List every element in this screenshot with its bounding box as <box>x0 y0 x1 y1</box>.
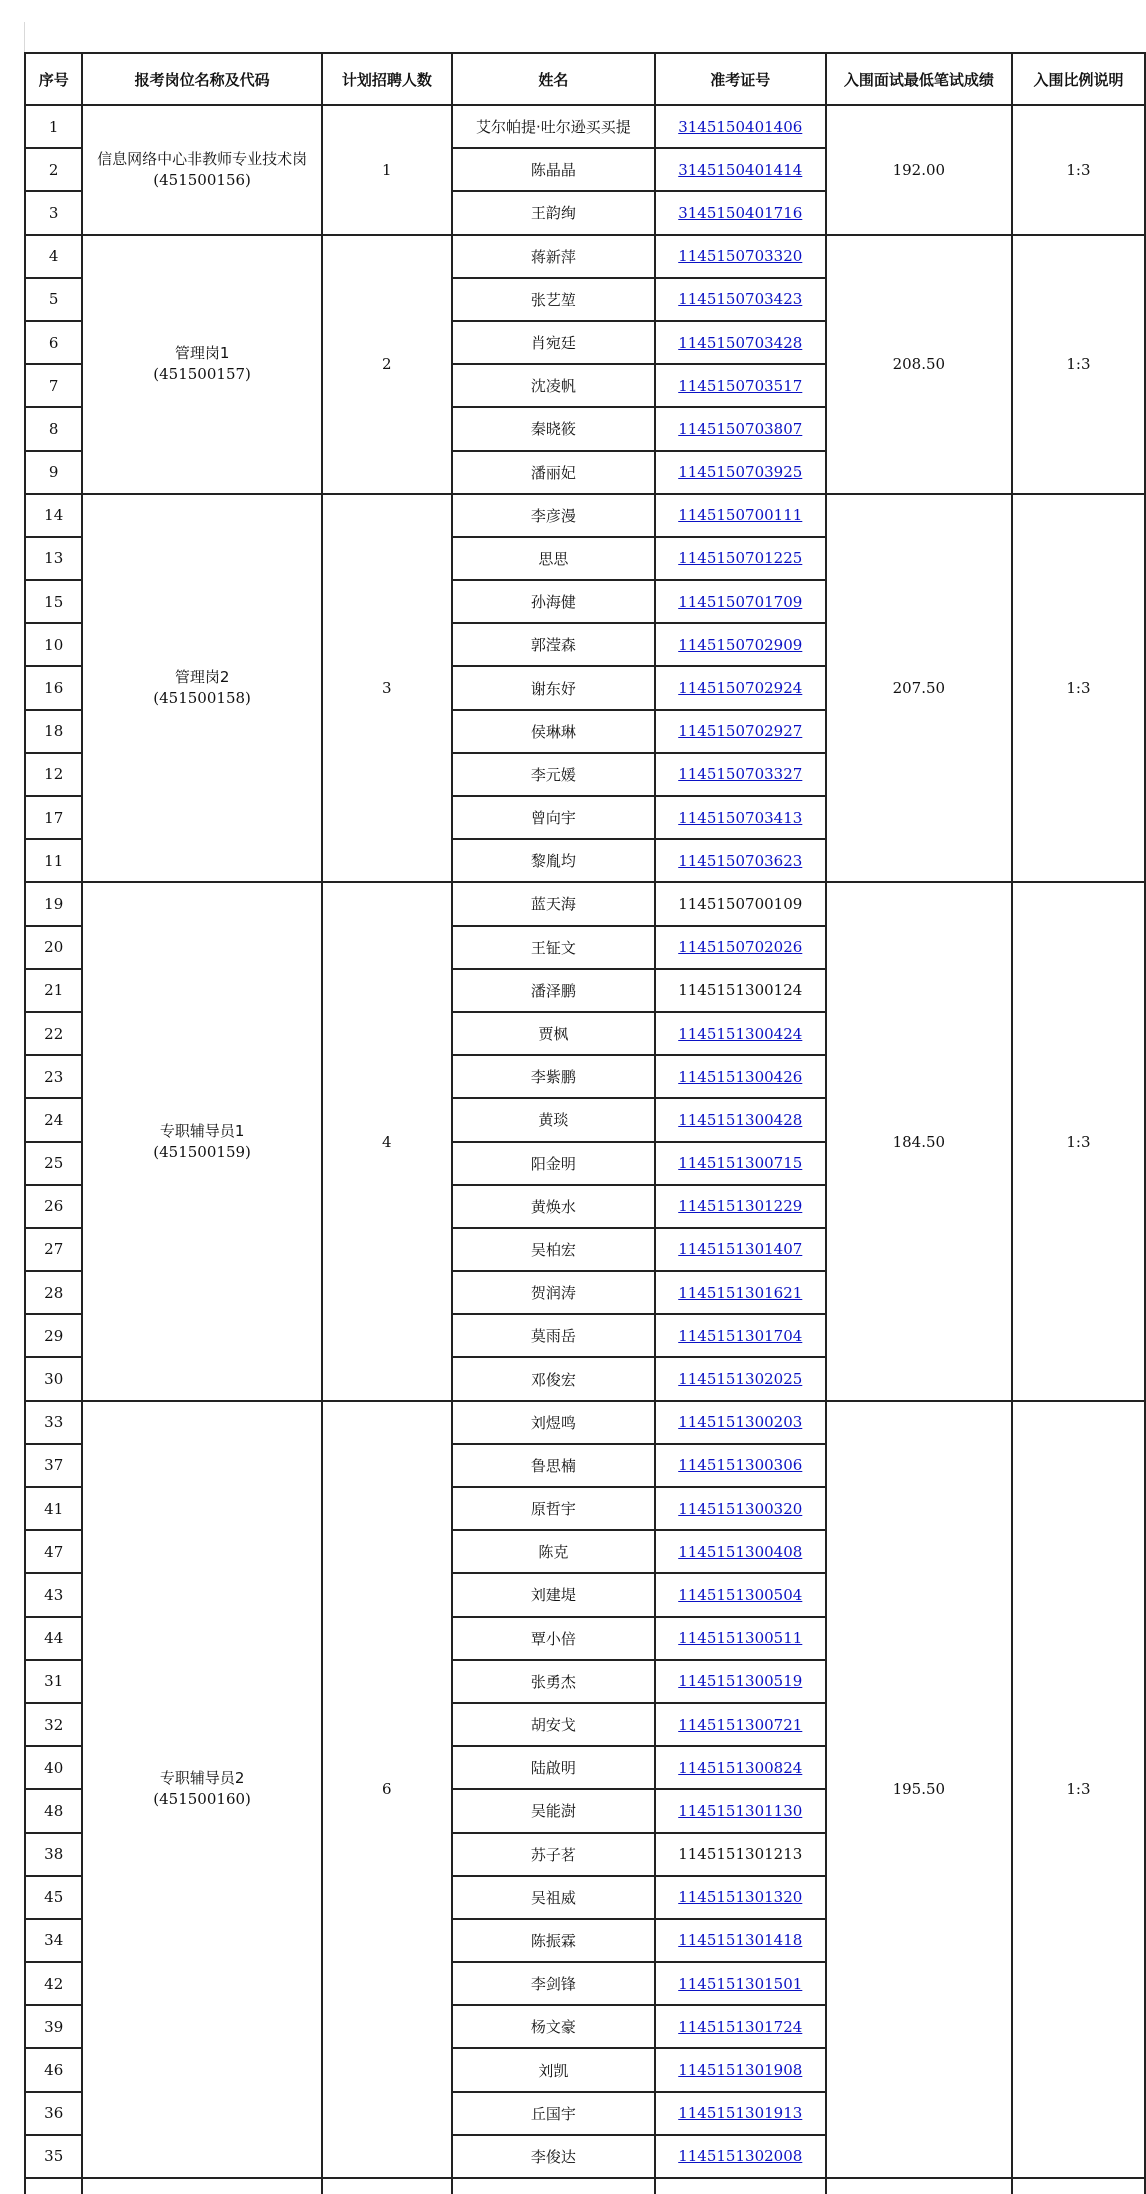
post-code: (451500157) <box>153 365 251 384</box>
exam-no-cell <box>655 2048 826 2091</box>
seq-cell: 21 <box>25 969 82 1012</box>
exam-no-cell <box>655 753 826 796</box>
exam-no-link[interactable]: 1145151300408 <box>678 1542 803 1561</box>
exam-no-cell <box>655 882 826 925</box>
exam-no-link[interactable]: 1145151300428 <box>678 1110 803 1129</box>
seq-cell: 42 <box>25 1962 82 2005</box>
header-exam-no: 准考证号 <box>655 53 826 105</box>
post-name: 管理岗1 <box>174 344 230 363</box>
name-cell: 刘建堤 <box>452 1573 655 1616</box>
name-cell: 刘煜鸣 <box>452 1401 655 1444</box>
exam-no-link[interactable]: 1145151300424 <box>678 1024 803 1043</box>
seq-cell: 36 <box>25 2092 82 2135</box>
exam-no-link[interactable]: 3145150401414 <box>678 160 803 179</box>
post-cell <box>82 494 321 883</box>
exam-no-cell <box>655 1573 826 1616</box>
seq-cell: 9 <box>25 451 82 494</box>
name-cell: 秦晓筱 <box>452 407 655 450</box>
seq-cell: 40 <box>25 1746 82 1789</box>
exam-no-link[interactable]: 1145151300320 <box>678 1499 803 1518</box>
min-score-cell: 192.00 <box>826 105 1012 235</box>
ratio-cell: 1:3 <box>1012 235 1145 494</box>
seq-cell: 31 <box>25 1660 82 1703</box>
post-cell <box>82 235 321 494</box>
seq-cell: 6 <box>25 321 82 364</box>
name-cell: 吴柏宏 <box>452 1228 655 1271</box>
exam-no-link[interactable]: 1145150703320 <box>678 247 803 266</box>
name-cell: 艾尔帕提·吐尔逊买买提 <box>452 105 655 148</box>
exam-no-cell <box>655 537 826 580</box>
name-cell: 李元媛 <box>452 753 655 796</box>
exam-no-cell <box>655 105 826 148</box>
name-cell: 蓝天海 <box>452 882 655 925</box>
seq-cell: 14 <box>25 494 82 537</box>
seq-cell: 24 <box>25 1098 82 1141</box>
name-cell: 郭滢森 <box>452 623 655 666</box>
name-cell: 潘泽鹏 <box>452 969 655 1012</box>
exam-no-cell <box>655 1919 826 1962</box>
seq-cell: 46 <box>25 2048 82 2091</box>
seq-cell: 8 <box>25 407 82 450</box>
table-row <box>25 1401 1145 1444</box>
exam-no-link[interactable]: 3145150401406 <box>678 117 803 136</box>
seq-cell: 48 <box>25 1789 82 1832</box>
exam-no-link[interactable]: 1145150703623 <box>678 851 803 870</box>
empty-cell <box>25 2178 82 2194</box>
name-cell: 李彦漫 <box>452 494 655 537</box>
header-ratio: 入围比例说明 <box>1012 53 1145 105</box>
name-cell: 杨文豪 <box>452 2005 655 2048</box>
header-post: 报考岗位名称及代码 <box>82 53 321 105</box>
post-cell <box>82 1401 321 2178</box>
exam-no-link[interactable]: 1145150703327 <box>678 765 803 784</box>
name-cell: 阳金明 <box>452 1142 655 1185</box>
exam-no-cell <box>655 1357 826 1400</box>
seq-cell: 7 <box>25 364 82 407</box>
exam-no-cell <box>655 1876 826 1919</box>
exam-no-cell <box>655 1314 826 1357</box>
ratio-cell: 1:3 <box>1012 882 1145 1400</box>
exam-no-link[interactable]: 1145151300504 <box>678 1585 803 1604</box>
plan-cell: 1 <box>322 105 452 235</box>
exam-no-link[interactable]: 1145150703428 <box>678 333 803 352</box>
exam-no-cell <box>655 1444 826 1487</box>
exam-no-cell <box>655 580 826 623</box>
exam-no-cell <box>655 1012 826 1055</box>
name-cell: 苏子茗 <box>452 1833 655 1876</box>
seq-cell: 37 <box>25 1444 82 1487</box>
min-score-cell: 184.50 <box>826 882 1012 1400</box>
exam-no-link[interactable]: 1145151301621 <box>678 1283 803 1302</box>
table-row <box>25 105 1145 148</box>
seq-cell: 44 <box>25 1617 82 1660</box>
table-row <box>25 882 1145 925</box>
post-code: (451500158) <box>153 689 251 708</box>
empty-cell <box>1012 2178 1145 2194</box>
seq-cell: 26 <box>25 1185 82 1228</box>
seq-cell: 32 <box>25 1703 82 1746</box>
seq-cell: 41 <box>25 1487 82 1530</box>
post-cell <box>82 105 321 235</box>
exam-no-cell <box>655 710 826 753</box>
name-cell: 黄琰 <box>452 1098 655 1141</box>
exam-no-link[interactable]: 1145150703517 <box>678 376 803 395</box>
exam-no-cell <box>655 969 826 1012</box>
seq-cell: 1 <box>25 105 82 148</box>
name-cell: 邓俊宏 <box>452 1357 655 1400</box>
name-cell: 吴祖威 <box>452 1876 655 1919</box>
name-cell: 陈克 <box>452 1530 655 1573</box>
ratio-cell: 1:3 <box>1012 105 1145 235</box>
post-code: (451500156) <box>153 170 251 189</box>
name-cell: 张勇杰 <box>452 1660 655 1703</box>
plan-cell: 3 <box>322 494 452 883</box>
exam-no-link[interactable]: 1145151300715 <box>678 1154 803 1173</box>
name-cell: 王钲文 <box>452 926 655 969</box>
exam-no-cell <box>655 1746 826 1789</box>
exam-no-link[interactable]: 1145151300721 <box>678 1715 803 1734</box>
exam-no-cell <box>655 364 826 407</box>
exam-no-cell <box>655 451 826 494</box>
exam-no-cell <box>655 623 826 666</box>
post-code: (451500160) <box>153 1790 251 1809</box>
exam-no-link[interactable]: 1145150702909 <box>678 635 803 654</box>
exam-no-text: 1145151301213 <box>678 1845 803 1864</box>
seq-cell: 4 <box>25 235 82 278</box>
exam-no-cell <box>655 2092 826 2135</box>
exam-no-link[interactable]: 1145150701709 <box>678 592 803 611</box>
shortlist-table <box>24 52 1146 2194</box>
empty-cell <box>826 2178 1012 2194</box>
exam-no-cell <box>655 321 826 364</box>
exam-no-link[interactable]: 1145151301407 <box>678 1240 803 1259</box>
exam-no-text: 1145150700109 <box>678 894 803 913</box>
empty-cell <box>322 2178 452 2194</box>
exam-no-cell <box>655 1833 826 1876</box>
name-cell: 蒋新萍 <box>452 235 655 278</box>
exam-no-link[interactable]: 1145151300824 <box>678 1758 803 1777</box>
post-cell <box>82 882 321 1400</box>
exam-no-link[interactable]: 1145150702924 <box>678 679 803 698</box>
exam-no-link[interactable]: 1145151300519 <box>678 1672 803 1691</box>
exam-no-text: 1145151300124 <box>678 981 803 1000</box>
table-body <box>25 105 1145 2194</box>
seq-cell: 43 <box>25 1573 82 1616</box>
name-cell: 贺润涛 <box>452 1271 655 1314</box>
exam-no-cell <box>655 235 826 278</box>
exam-no-link[interactable]: 1145151301418 <box>678 1931 803 1950</box>
exam-no-link[interactable]: 1145151300511 <box>678 1629 803 1648</box>
exam-no-cell <box>655 1530 826 1573</box>
exam-no-link[interactable]: 1145150702026 <box>678 938 803 957</box>
exam-no-cell <box>655 1617 826 1660</box>
name-cell: 侯琳琳 <box>452 710 655 753</box>
exam-no-cell <box>655 1703 826 1746</box>
seq-cell: 25 <box>25 1142 82 1185</box>
ratio-cell: 1:3 <box>1012 494 1145 883</box>
exam-no-cell <box>655 1271 826 1314</box>
seq-cell: 39 <box>25 2005 82 2048</box>
empty-cell <box>452 2178 655 2194</box>
exam-no-link[interactable]: 3145150401716 <box>678 203 803 222</box>
plan-cell: 2 <box>322 235 452 494</box>
min-score-cell: 195.50 <box>826 1401 1012 2178</box>
name-cell: 原哲宇 <box>452 1487 655 1530</box>
post-name: 管理岗2 <box>174 668 230 687</box>
seq-cell: 38 <box>25 1833 82 1876</box>
header-min-score: 入围面试最低笔试成绩 <box>826 53 1012 105</box>
exam-no-cell <box>655 2135 826 2178</box>
exam-no-cell <box>655 1487 826 1530</box>
name-cell: 张艺堃 <box>452 278 655 321</box>
name-cell: 曾向宇 <box>452 796 655 839</box>
name-cell: 谢东妤 <box>452 666 655 709</box>
name-cell: 鲁思楠 <box>452 1444 655 1487</box>
seq-cell: 23 <box>25 1055 82 1098</box>
seq-cell: 3 <box>25 191 82 234</box>
exam-no-link[interactable]: 1145150703423 <box>678 290 803 309</box>
exam-no-link[interactable]: 1145151301724 <box>678 2017 803 2036</box>
exam-no-link[interactable]: 1145150701225 <box>678 549 803 568</box>
header-seq: 序号 <box>25 53 82 105</box>
name-cell: 李紫鹏 <box>452 1055 655 1098</box>
seq-cell: 22 <box>25 1012 82 1055</box>
name-cell: 丘国宇 <box>452 2092 655 2135</box>
exam-no-link[interactable]: 1145151302008 <box>678 2147 803 2166</box>
seq-cell: 16 <box>25 666 82 709</box>
exam-no-link[interactable]: 1145151301908 <box>678 2061 803 2080</box>
exam-no-cell <box>655 796 826 839</box>
table-header <box>25 53 1145 105</box>
exam-no-link[interactable]: 1145150703413 <box>678 808 803 827</box>
exam-no-cell <box>655 407 826 450</box>
post-code: (451500159) <box>153 1142 251 1161</box>
post-name: 专职辅导员1 <box>159 1121 245 1140</box>
exam-no-cell <box>655 666 826 709</box>
empty-cell <box>655 2178 826 2194</box>
post-name: 信息网络中心非教师专业技术岗 <box>97 149 308 168</box>
post-name: 专职辅导员2 <box>159 1769 245 1788</box>
exam-no-link[interactable]: 1145151300306 <box>678 1456 803 1475</box>
exam-no-link[interactable]: 1145151302025 <box>678 1370 803 1389</box>
header-plan: 计划招聘人数 <box>322 53 452 105</box>
exam-no-link[interactable]: 1145151300203 <box>678 1413 803 1432</box>
exam-no-link[interactable]: 1145150700111 <box>678 506 803 525</box>
exam-no-link[interactable]: 1145151301913 <box>678 2104 803 2123</box>
exam-no-link[interactable]: 1145151300426 <box>678 1067 803 1086</box>
exam-no-cell <box>655 1401 826 1444</box>
exam-no-cell <box>655 1228 826 1271</box>
name-cell: 吴能澍 <box>452 1789 655 1832</box>
seq-cell: 11 <box>25 839 82 882</box>
seq-cell: 28 <box>25 1271 82 1314</box>
seq-cell: 18 <box>25 710 82 753</box>
name-cell: 王韵绚 <box>452 191 655 234</box>
table-row <box>25 494 1145 537</box>
plan-cell: 4 <box>322 882 452 1400</box>
seq-cell: 10 <box>25 623 82 666</box>
exam-no-cell <box>655 2005 826 2048</box>
seq-cell: 35 <box>25 2135 82 2178</box>
exam-no-cell <box>655 1962 826 2005</box>
exam-no-cell <box>655 1055 826 1098</box>
name-cell: 思思 <box>452 537 655 580</box>
name-cell: 潘丽妃 <box>452 451 655 494</box>
seq-cell: 12 <box>25 753 82 796</box>
exam-no-cell <box>655 191 826 234</box>
exam-no-link[interactable]: 1145151301320 <box>678 1888 803 1907</box>
exam-no-cell <box>655 278 826 321</box>
name-cell: 肖宛廷 <box>452 321 655 364</box>
ratio-cell: 1:3 <box>1012 1401 1145 2178</box>
name-cell: 陆啟明 <box>452 1746 655 1789</box>
exam-no-link[interactable]: 1145151301229 <box>678 1197 803 1216</box>
seq-cell: 15 <box>25 580 82 623</box>
seq-cell: 19 <box>25 882 82 925</box>
exam-no-link[interactable]: 1145150702927 <box>678 722 803 741</box>
seq-cell: 20 <box>25 926 82 969</box>
seq-cell: 5 <box>25 278 82 321</box>
plan-cell: 6 <box>322 1401 452 2178</box>
exam-no-cell <box>655 926 826 969</box>
edge-line <box>24 22 25 52</box>
name-cell: 莫雨岳 <box>452 1314 655 1357</box>
header-row <box>25 53 1145 105</box>
seq-cell: 45 <box>25 1876 82 1919</box>
min-score-cell: 207.50 <box>826 494 1012 883</box>
table-row-partial <box>25 2178 1145 2194</box>
seq-cell: 33 <box>25 1401 82 1444</box>
exam-no-cell <box>655 1098 826 1141</box>
seq-cell: 30 <box>25 1357 82 1400</box>
name-cell: 覃小倍 <box>452 1617 655 1660</box>
seq-cell: 13 <box>25 537 82 580</box>
name-cell: 刘凯 <box>452 2048 655 2091</box>
seq-cell: 34 <box>25 1919 82 1962</box>
exam-no-cell <box>655 148 826 191</box>
name-cell: 胡安戈 <box>452 1703 655 1746</box>
seq-cell: 29 <box>25 1314 82 1357</box>
exam-no-link[interactable]: 1145151301130 <box>678 1801 803 1820</box>
exam-no-cell <box>655 494 826 537</box>
exam-no-cell <box>655 839 826 882</box>
name-cell: 黎胤均 <box>452 839 655 882</box>
table-row <box>25 235 1145 278</box>
seq-cell: 2 <box>25 148 82 191</box>
exam-no-cell <box>655 1660 826 1703</box>
min-score-cell: 208.50 <box>826 235 1012 494</box>
seq-cell: 17 <box>25 796 82 839</box>
name-cell: 李俊达 <box>452 2135 655 2178</box>
name-cell: 陈晶晶 <box>452 148 655 191</box>
name-cell: 贾枫 <box>452 1012 655 1055</box>
exam-no-link[interactable]: 1145151301704 <box>678 1326 803 1345</box>
name-cell: 沈凌帆 <box>452 364 655 407</box>
exam-no-cell <box>655 1142 826 1185</box>
exam-no-link[interactable]: 1145150703807 <box>678 419 803 438</box>
empty-cell <box>82 2178 321 2194</box>
seq-cell: 27 <box>25 1228 82 1271</box>
exam-no-link[interactable]: 1145151301501 <box>678 1974 803 1993</box>
exam-no-cell <box>655 1185 826 1228</box>
seq-cell: 47 <box>25 1530 82 1573</box>
name-cell: 黄焕水 <box>452 1185 655 1228</box>
name-cell: 陈振霖 <box>452 1919 655 1962</box>
exam-no-link[interactable]: 1145150703925 <box>678 463 803 482</box>
header-name: 姓名 <box>452 53 655 105</box>
name-cell: 孙海健 <box>452 580 655 623</box>
exam-no-cell <box>655 1789 826 1832</box>
name-cell: 李剑锋 <box>452 1962 655 2005</box>
